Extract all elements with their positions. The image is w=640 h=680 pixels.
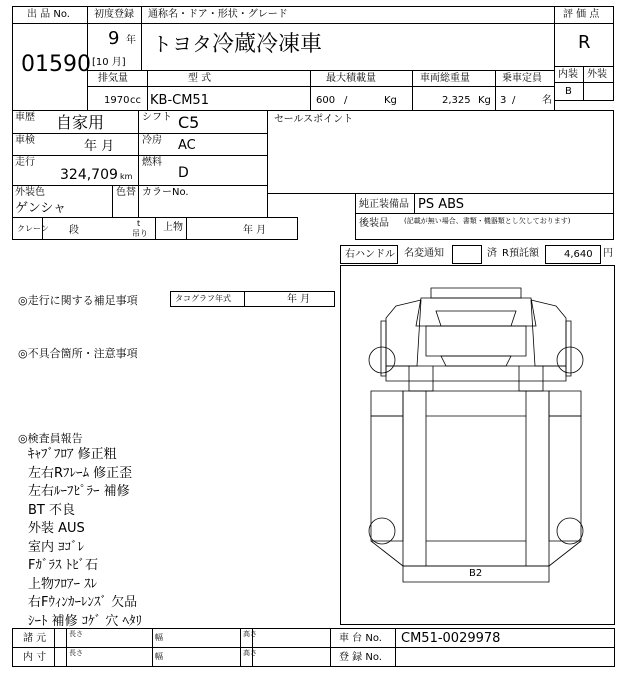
lot-label: 出 品 No. <box>27 9 70 20</box>
spec-width-label: 幅 <box>155 633 163 642</box>
upper-date: 年 月 <box>243 225 267 236</box>
defects-heading: ◎不具合箇所・注意事項 <box>18 347 138 360</box>
first-reg-label-cell <box>87 6 142 24</box>
report-line: 室内 ﾖｺﾞﾚ <box>28 539 85 555</box>
spec-dimensions-row <box>12 628 615 648</box>
lot-label-cell <box>12 6 88 24</box>
inner-width-label: 幅 <box>155 652 163 661</box>
equipment-row <box>355 193 614 214</box>
type-value: KB-CM51 <box>150 93 209 108</box>
color-value: ゲンシャ <box>15 201 67 216</box>
deposit-unit: 円 <box>603 248 613 259</box>
capacity-value: 3 <box>500 95 507 106</box>
inner-length-label: 長さ <box>69 649 83 657</box>
inner-height-label: 高さ <box>243 649 257 657</box>
crane-hang: 吊り <box>132 229 148 238</box>
shift-value: C5 <box>178 113 200 132</box>
color-code-label: カラーNo. <box>142 187 189 198</box>
mileage-unit: km <box>120 172 133 181</box>
driving-notes-heading: ◎走行に関する補足事項 <box>18 294 138 307</box>
report-line: BT 不良 <box>28 502 75 518</box>
name-change-box <box>452 245 482 264</box>
color-no-label: 色替 <box>116 187 136 198</box>
report-line: 左右Rﾌﾚｰﾑ 修正歪 <box>28 465 133 481</box>
reg-year: 9 <box>108 28 120 49</box>
rhd-label: 右ハンドル <box>345 249 395 260</box>
crane-step: 段 <box>69 225 79 236</box>
inspection-value: 年 月 <box>84 139 115 154</box>
deposit-value: 4,640 <box>564 249 593 260</box>
inner-dimensions-row <box>12 647 615 667</box>
spec-label-row <box>87 70 555 87</box>
spec-height-label: 高さ <box>243 630 257 638</box>
interior-label: 内装 <box>558 69 578 80</box>
tachograph-box <box>170 291 335 307</box>
upper-label: 上物 <box>163 222 183 233</box>
chassis-label: 車 台 No. <box>339 633 382 644</box>
equipment-value: PS ABS <box>418 197 465 212</box>
chassis-number: CM51-0029978 <box>401 631 501 646</box>
report-line: Fｶﾞﾗｽ ﾄﾋﾞ石 <box>28 558 99 573</box>
fuel-label: 燃料 <box>142 157 162 168</box>
interior-grade: B <box>565 86 572 97</box>
spec-value-row: 1970 cc KB-CM51 600 / Kg 2,325 Kg 3 / 名 <box>87 86 555 111</box>
reg-year-unit: 年 <box>126 35 136 46</box>
maker-name: トヨタ <box>152 32 212 56</box>
gvw-label: 車両総重量 <box>420 73 470 84</box>
grade-value: R <box>578 32 591 53</box>
model-name: 冷蔵冷凍車 <box>212 32 323 57</box>
exterior-label: 外装 <box>587 69 607 80</box>
registration-label: 登 録 No. <box>339 652 382 663</box>
sales-point-box <box>267 110 614 194</box>
displacement-label: 排気量 <box>98 73 128 84</box>
tachograph-label: タコグラフ年式 <box>175 294 231 303</box>
deposit-box <box>545 245 601 264</box>
deposit-label: R預託額 <box>502 248 539 259</box>
fuel-value: D <box>178 165 189 181</box>
type-label: 型 式 <box>188 73 212 84</box>
tachograph-date: 年 月 <box>287 294 311 305</box>
aftermarket-note: (記載が無い場合、書類・機器類とし欠しております) <box>404 217 571 225</box>
vehicle-diagram <box>340 265 615 625</box>
exterior-grade-cell <box>583 82 614 101</box>
inspector-report-list <box>28 448 142 633</box>
spec-label: 諸 元 <box>23 633 47 644</box>
mileage-label: 走行 <box>15 157 35 168</box>
report-line: 上物ﾌﾛｱｰ ｽﾚ <box>28 576 98 592</box>
rhd-box <box>340 245 398 264</box>
load-label: 最大積載量 <box>326 73 376 84</box>
exterior-label-cell <box>583 66 614 83</box>
lot-number-cell <box>12 23 91 111</box>
spec-length-label: 長さ <box>69 630 83 638</box>
aftermarket-row <box>355 213 614 240</box>
model-cell <box>141 23 555 71</box>
interior-label-cell <box>554 66 584 83</box>
history-label: 車歴 <box>15 112 35 123</box>
report-line: ｷｬﾌﾞﾌﾛｱ 修正粗 <box>28 447 117 462</box>
ac-label: 冷房 <box>142 135 162 146</box>
displacement-value: 1970 <box>104 95 130 106</box>
deposit-prefix: 済 <box>487 248 497 259</box>
color-label: 外装色 <box>15 187 45 198</box>
report-line: 外装 AUS <box>28 521 85 536</box>
history-value: 自家用 <box>56 113 105 132</box>
grade-label: 評 価 点 <box>563 9 600 20</box>
report-line: 右Fｳｨﾝｶｰﾚﾝｽﾞ 欠品 <box>28 595 138 610</box>
report-line: ｼｰﾄ 補修 ｺｹﾞ 穴 ﾍﾀﾘ <box>28 613 143 629</box>
inner-label: 内 寸 <box>23 652 47 663</box>
gvw-unit: Kg <box>478 95 491 106</box>
model-label-cell <box>141 6 555 24</box>
first-reg-cell <box>87 23 142 71</box>
aftermarket-label: 後装品 <box>359 218 389 229</box>
load-unit: Kg <box>384 95 397 106</box>
first-reg-label: 初度登録 <box>94 9 134 20</box>
reg-month: [10 月] <box>92 57 126 68</box>
inspector-heading: ◎検査員報告 <box>18 432 83 445</box>
inspection-label: 車検 <box>15 135 35 146</box>
interior-grade-cell <box>554 82 584 101</box>
name-change-label: 名変通知 <box>404 248 444 259</box>
grade-label-cell <box>554 6 614 24</box>
shift-label: シフト <box>142 112 172 123</box>
sales-point-label: セールスポイント <box>274 114 354 125</box>
load-value: 600 <box>316 95 336 106</box>
capacity-label: 乗車定員 <box>502 73 542 84</box>
model-label: 通称名・ドア・形状・グレード <box>148 9 288 20</box>
capacity-unit: 名 <box>542 95 552 106</box>
gvw-value: 2,325 <box>442 95 471 106</box>
mileage-value: 324,709 <box>60 167 118 183</box>
displacement-unit: cc <box>130 95 141 106</box>
grade-cell <box>554 23 614 67</box>
report-line: 左右ﾙｰﾌﾋﾟﾗｰ 補修 <box>28 484 130 499</box>
crane-ton: t <box>137 219 141 228</box>
diagram-damage-mark: B2 <box>469 568 483 579</box>
ac-value: AC <box>178 138 196 153</box>
equipment-label: 純正装備品 <box>359 199 409 210</box>
crane-label: クレーン <box>17 224 49 233</box>
lot-number: 01590 <box>21 52 91 77</box>
